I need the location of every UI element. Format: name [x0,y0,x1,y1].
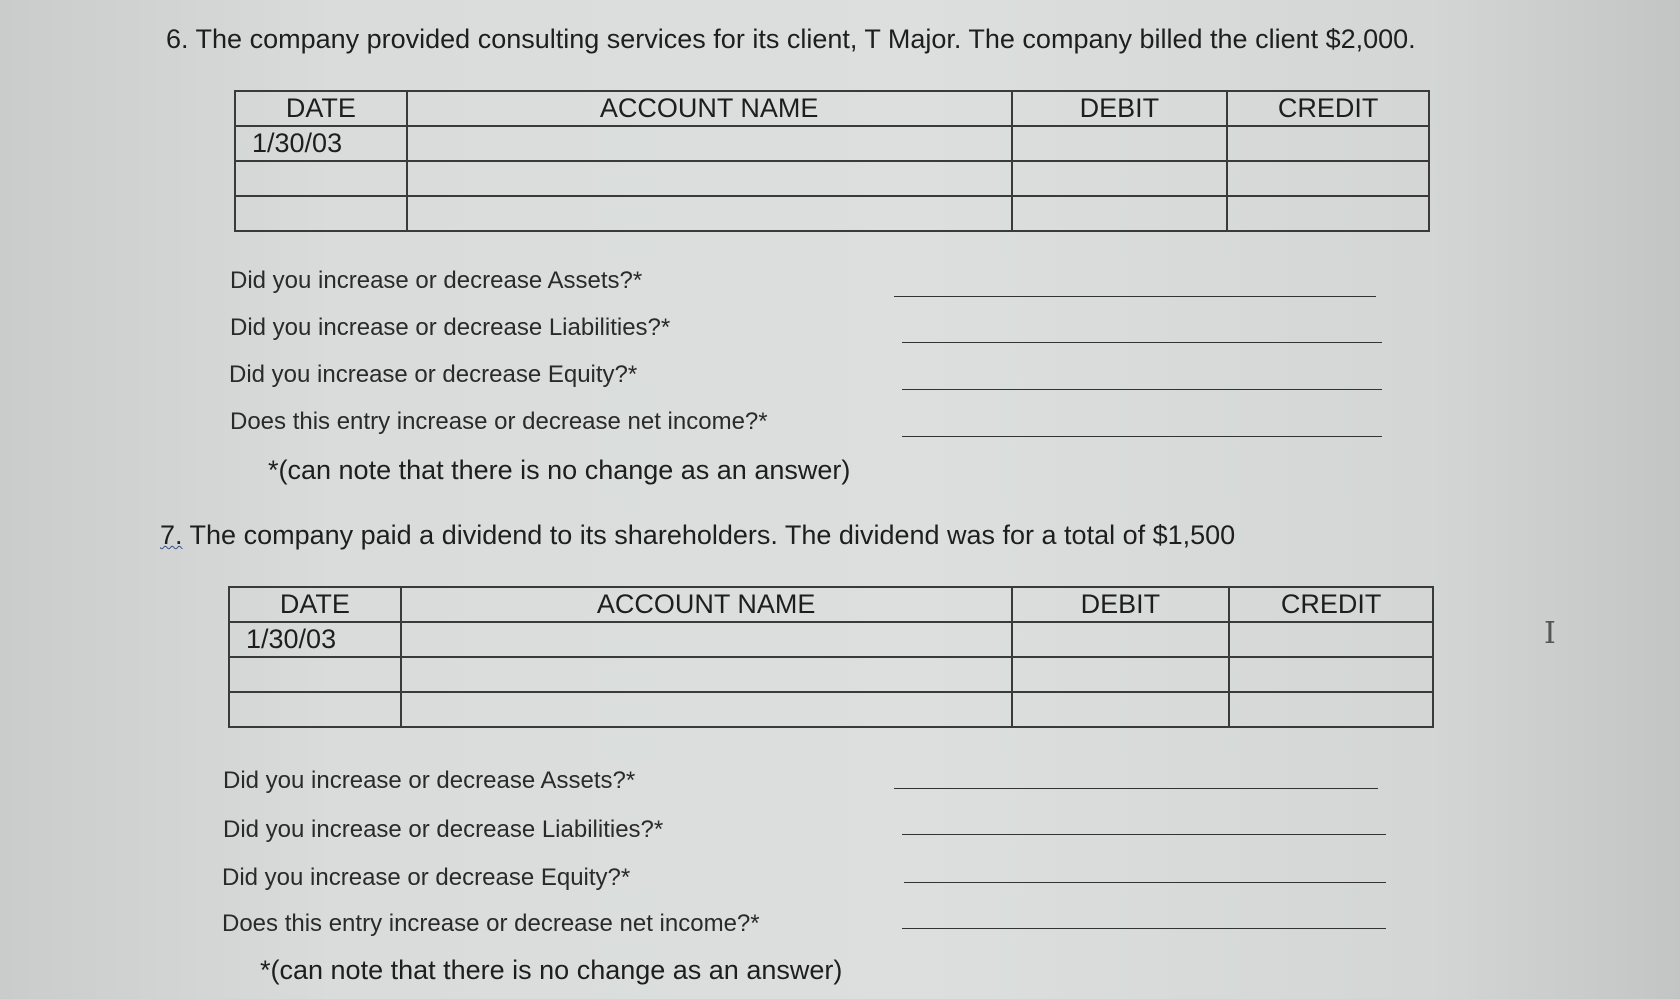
question-assets: Did you increase or decrease Assets?* [230,267,643,294]
header-debit: DEBIT [1012,91,1228,126]
date-cell[interactable] [235,161,407,196]
header-account-name: ACCOUNT NAME [407,91,1012,126]
date-cell[interactable]: 1/30/03 [229,622,401,657]
header-credit: CREDIT [1227,91,1429,126]
answer-equity-field[interactable] [902,389,1382,390]
question-equity: Did you increase or decrease Equity?* [222,864,631,891]
no-change-note: *(can note that there is no change as an answer) [260,955,843,985]
table-row [229,622,1433,657]
header-account-name: ACCOUNT NAME [401,587,1012,622]
table-row [235,161,1429,196]
debit-cell[interactable] [1012,126,1228,161]
date-cell[interactable]: 1/30/03 [235,126,407,161]
answer-assets-field[interactable] [894,296,1376,297]
problem-6-number: 6. [166,24,189,54]
answer-assets-field[interactable] [894,788,1378,789]
no-change-note: *(can note that there is no change as an answer) [268,455,851,485]
problem-6-title [166,24,1416,55]
account-name-cell[interactable] [401,622,1012,657]
table-row [235,196,1429,231]
header-debit: DEBIT [1012,587,1230,622]
question-assets: Did you increase or decrease Assets?* [223,767,636,794]
answer-liabilities-field[interactable] [902,342,1382,343]
question-liabilities: Did you increase or decrease Liabilities?* [230,314,671,341]
table-header-row [229,587,1433,622]
account-name-cell[interactable] [407,196,1012,231]
credit-cell[interactable] [1229,657,1433,692]
question-equity: Did you increase or decrease Equity?* [229,361,638,388]
date-cell[interactable] [235,196,407,231]
account-name-cell[interactable] [407,161,1012,196]
problem-7-text: The company paid a dividend to its shareholders. The dividend was for a total of $1,500 [189,520,1236,550]
problem-7-number: 7. [160,520,183,550]
credit-cell[interactable] [1229,692,1433,727]
problem-6-journal-table [234,90,1430,232]
debit-cell[interactable] [1012,161,1228,196]
date-cell[interactable] [229,657,401,692]
answer-equity-field[interactable] [904,882,1386,883]
debit-cell[interactable] [1012,622,1230,657]
answer-net-income-field[interactable] [902,928,1386,929]
credit-cell[interactable] [1227,161,1429,196]
table-row [229,657,1433,692]
header-date: DATE [235,91,407,126]
account-name-cell[interactable] [401,692,1012,727]
date-cell[interactable] [229,692,401,727]
table-header-row [235,91,1429,126]
question-net-income: Does this entry increase or decrease net income?* [230,408,768,435]
answer-liabilities-field[interactable] [902,834,1386,835]
credit-cell[interactable] [1227,126,1429,161]
account-name-cell[interactable] [407,126,1012,161]
debit-cell[interactable] [1012,657,1230,692]
debit-cell[interactable] [1012,692,1230,727]
answer-net-income-field[interactable] [902,436,1382,437]
text-cursor-icon: I [1544,616,1556,651]
question-net-income: Does this entry increase or decrease net income?* [222,910,760,937]
header-credit: CREDIT [1229,587,1433,622]
problem-7-journal-table [228,586,1434,728]
problem-6-text: The company provided consulting services for its client, T Major. The company billed the client $2,000. [195,24,1416,54]
table-row [235,126,1429,161]
question-liabilities: Did you increase or decrease Liabilities?* [223,816,664,843]
header-date: DATE [229,587,401,622]
credit-cell[interactable] [1229,622,1433,657]
account-name-cell[interactable] [401,657,1012,692]
table-row [229,692,1433,727]
problem-7-title [160,520,1235,551]
debit-cell[interactable] [1012,196,1228,231]
credit-cell[interactable] [1227,196,1429,231]
